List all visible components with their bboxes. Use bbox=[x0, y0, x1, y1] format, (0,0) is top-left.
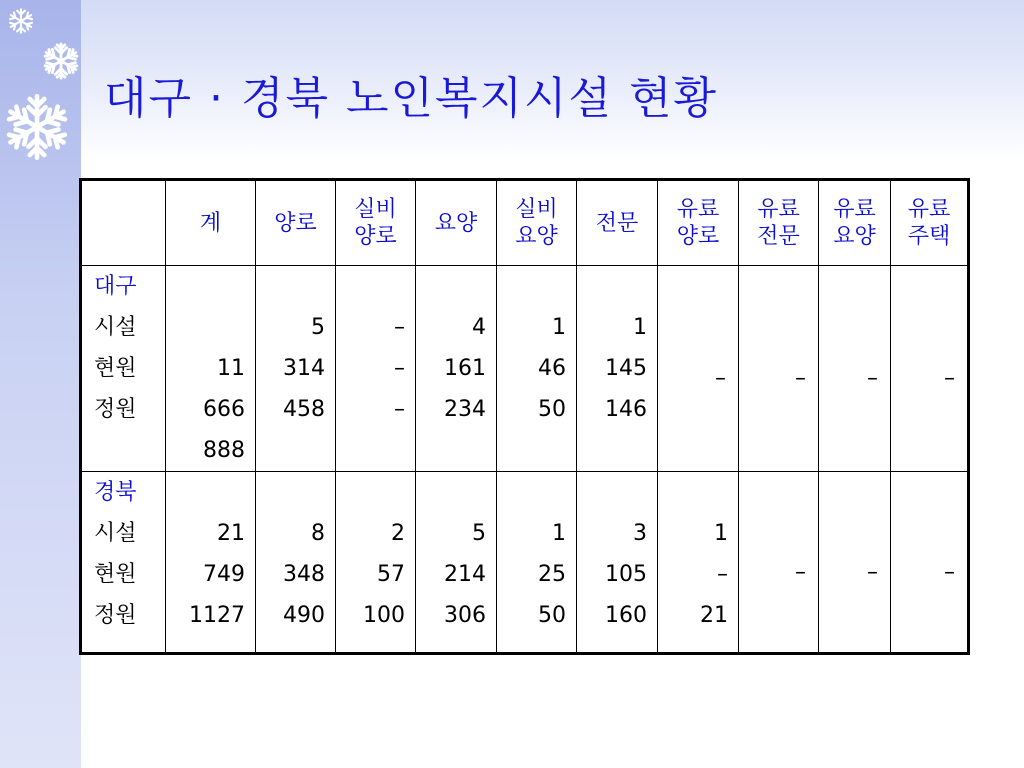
table-cell bbox=[166, 266, 256, 472]
table-cell bbox=[819, 266, 891, 472]
metric-label: 시설 bbox=[94, 315, 137, 340]
column-header bbox=[577, 180, 658, 266]
cell-value: – bbox=[795, 559, 806, 585]
metric-label: 정원 bbox=[94, 603, 137, 628]
cell-value: – bbox=[394, 356, 405, 381]
table-row bbox=[81, 472, 969, 654]
cell-value: 21 bbox=[700, 603, 728, 628]
column-header bbox=[256, 180, 336, 266]
table-cell bbox=[819, 472, 891, 654]
column-header-line: 전문 bbox=[595, 210, 639, 236]
column-header-line: 유료 bbox=[907, 197, 951, 222]
cell-value: – bbox=[394, 315, 405, 340]
cell-value: 314 bbox=[283, 356, 325, 381]
region-label: 대구 bbox=[94, 274, 137, 299]
snowflake-icon bbox=[42, 42, 80, 80]
cell-value: 1127 bbox=[189, 603, 245, 628]
column-header bbox=[658, 180, 739, 266]
cell-value: 234 bbox=[444, 397, 486, 422]
metric-label: 현원 bbox=[94, 356, 137, 381]
cell-value: 5 bbox=[311, 315, 325, 340]
cell-value: – bbox=[717, 562, 728, 587]
cell-value: 1 bbox=[633, 315, 647, 340]
column-header-line: 계 bbox=[199, 210, 222, 236]
column-header-line: 양로 bbox=[676, 224, 720, 249]
table-cell bbox=[336, 266, 416, 472]
column-header-line: 요양 bbox=[515, 224, 558, 249]
cell-value: – bbox=[944, 559, 955, 585]
sidebar-band bbox=[0, 0, 81, 768]
column-header-line: 유료 bbox=[757, 197, 800, 222]
table-cell bbox=[577, 472, 658, 654]
cell-value: – bbox=[867, 366, 878, 391]
row-label-cell bbox=[81, 266, 166, 472]
metric-label: 정원 bbox=[94, 397, 137, 422]
cell-value: 458 bbox=[283, 397, 325, 422]
table-cell bbox=[416, 472, 497, 654]
cell-value: 4 bbox=[472, 315, 486, 340]
header-corner-cell bbox=[81, 180, 166, 266]
page-title: 대구 · 경북 노인복지시설 현황 bbox=[104, 73, 718, 124]
cell-value: 160 bbox=[605, 603, 647, 628]
cell-value: 1 bbox=[552, 521, 566, 546]
table-cell bbox=[497, 266, 577, 472]
column-header-line: 유료 bbox=[676, 197, 720, 222]
facility-table bbox=[79, 178, 970, 655]
cell-value: 57 bbox=[377, 562, 405, 587]
cell-value: 105 bbox=[605, 562, 647, 587]
table-cell bbox=[891, 472, 969, 654]
column-header bbox=[819, 180, 891, 266]
cell-value: 8 bbox=[311, 521, 325, 546]
column-header bbox=[166, 180, 256, 266]
table-cell bbox=[658, 472, 739, 654]
column-header bbox=[336, 180, 416, 266]
cell-value: 749 bbox=[203, 562, 245, 587]
region-label: 경북 bbox=[94, 480, 137, 505]
cell-value: 306 bbox=[444, 603, 486, 628]
table-cell bbox=[166, 472, 256, 654]
cell-value: 11 bbox=[217, 356, 245, 381]
table-header-row bbox=[81, 180, 969, 266]
cell-value: 146 bbox=[605, 397, 647, 422]
column-header-line: 요양 bbox=[833, 224, 876, 249]
column-header-line: 주택 bbox=[907, 224, 951, 249]
column-header bbox=[497, 180, 577, 266]
table-cell bbox=[739, 472, 819, 654]
column-header bbox=[739, 180, 819, 266]
table-cell bbox=[739, 266, 819, 472]
cell-value: 46 bbox=[538, 356, 566, 381]
column-header-line: 양로 bbox=[354, 224, 397, 249]
table-cell bbox=[336, 472, 416, 654]
column-header-line: 양로 bbox=[274, 210, 317, 236]
snowflake-icon bbox=[4, 94, 70, 160]
cell-value: 348 bbox=[283, 562, 325, 587]
column-header-line: 유료 bbox=[833, 197, 876, 222]
cell-value: 21 bbox=[217, 521, 245, 546]
column-header-line: 실비 bbox=[354, 197, 397, 222]
cell-value: 5 bbox=[472, 521, 486, 546]
column-header-line: 요양 bbox=[434, 210, 478, 236]
cell-value: 490 bbox=[283, 603, 325, 628]
cell-value: – bbox=[715, 366, 726, 391]
column-header bbox=[416, 180, 497, 266]
cell-value: 1 bbox=[552, 315, 566, 340]
table-cell bbox=[256, 472, 336, 654]
table-cell bbox=[416, 266, 497, 472]
cell-value: 50 bbox=[538, 603, 566, 628]
cell-value: – bbox=[394, 397, 405, 422]
cell-value: 161 bbox=[444, 356, 486, 381]
cell-value: 100 bbox=[363, 603, 405, 628]
table-cell bbox=[658, 266, 739, 472]
cell-value: – bbox=[944, 366, 955, 391]
cell-value: 1 bbox=[714, 521, 728, 546]
column-header-line: 전문 bbox=[757, 224, 800, 249]
column-header-line: 실비 bbox=[515, 197, 558, 222]
table-cell bbox=[577, 266, 658, 472]
cell-value: 2 bbox=[391, 521, 405, 546]
cell-value: 50 bbox=[538, 397, 566, 422]
table-cell bbox=[891, 266, 969, 472]
row-label-cell bbox=[81, 472, 166, 654]
metric-label: 시설 bbox=[94, 521, 137, 546]
cell-value: 25 bbox=[538, 562, 566, 587]
column-header bbox=[891, 180, 969, 266]
cell-value: 214 bbox=[444, 562, 486, 587]
cell-value: – bbox=[795, 366, 806, 391]
cell-value: 145 bbox=[605, 356, 647, 381]
cell-value: 666 bbox=[203, 397, 245, 422]
table-row bbox=[81, 266, 969, 472]
table-cell bbox=[256, 266, 336, 472]
table-cell bbox=[497, 472, 577, 654]
cell-value: – bbox=[867, 559, 878, 585]
cell-value: 888 bbox=[203, 438, 245, 463]
cell-value: 3 bbox=[633, 521, 647, 546]
snowflake-icon bbox=[8, 8, 34, 34]
metric-label: 현원 bbox=[94, 562, 137, 587]
